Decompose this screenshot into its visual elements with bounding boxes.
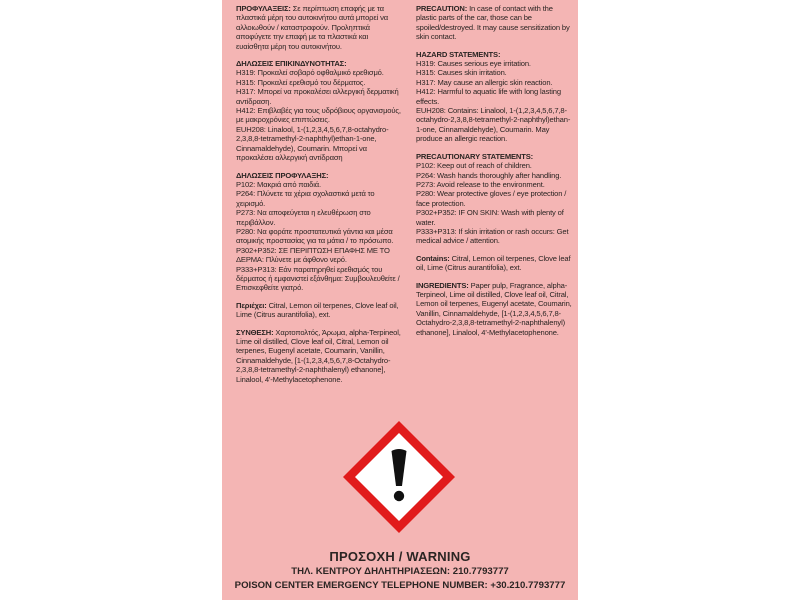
english-hazard-line: H319: Causes serious eye irritation. bbox=[416, 59, 531, 69]
english-precautionary-line: P333+P313: If skin irritation or rash occurs: Get medical advice / attention. bbox=[416, 226, 569, 246]
greek-precaution bbox=[236, 4, 402, 51]
greek-contains bbox=[236, 301, 402, 320]
ghs-pictogram-svg bbox=[340, 418, 458, 536]
greek-precautionary-line: P273: Να αποφεύγεται η ελευθέρωση στο περιβάλλον. bbox=[236, 208, 371, 227]
english-poison-center-phone: POISON CENTER EMERGENCY TELEPHONE NUMBER: +30.210.7793777 bbox=[234, 580, 566, 591]
greek-precautionary-line: P102: Μακριά από παιδιά. bbox=[236, 179, 321, 189]
english-hazard-line: EUH208: Contains: Linalool, 1-(1,2,3,4,5,6,7,8-octahydro-2,3,8,8-tetramethyl-2-naphthyl)ethan-1-one, Cinnamaldehyde), Coumarin. May produce an allergic reaction. bbox=[416, 106, 571, 144]
english-precaution bbox=[416, 4, 572, 42]
product-label bbox=[222, 0, 578, 600]
greek-composition-title: ΣΥΝΘΕΣΗ: bbox=[236, 327, 274, 337]
greek-precautionary-title: ΔΗΛΩΣΕΙΣ ΠΡΟΦΥΛΑΞΗΣ: bbox=[236, 170, 329, 180]
greek-hazard-line: H317: Μπορεί να προκαλέσει αλλεργική δερματική αντίδραση. bbox=[236, 87, 399, 106]
ghs-exclamation-mark-icon bbox=[340, 418, 458, 536]
english-column bbox=[416, 4, 572, 337]
greek-precautionary-line: P264: Πλύνετε τα χέρια σχολαστικά μετά το χειρισμό. bbox=[236, 189, 375, 208]
greek-precaution-title: ΠΡΟΦΥΛΑΞΕΙΣ: bbox=[236, 4, 291, 13]
english-contains-title: Contains: bbox=[416, 253, 450, 263]
english-precautionary-line: P280: Wear protective gloves / eye protection / face protection. bbox=[416, 189, 567, 208]
english-precautionary-title: PRECAUTIONARY STATEMENTS: bbox=[416, 151, 534, 161]
english-precautionary-statements bbox=[416, 152, 572, 246]
greek-hazard-line: H412: Επιβλαβές για τους υδρόβιους οργανισμούς, με μακροχρόνιες επιπτώσεις. bbox=[236, 106, 401, 125]
greek-hazard-line: H319: Προκαλεί σοβαρό οφθαλμικό ερεθισμό. bbox=[236, 68, 384, 78]
greek-hazard-title: ΔΗΛΩΣΕΙΣ ΕΠΙΚΙΝΔΥΝΟΤΗΤΑΣ: bbox=[236, 59, 347, 69]
greek-precautionary-statements bbox=[236, 171, 402, 293]
greek-poison-center-phone: ΤΗΛ. ΚΕΝΤΡΟΥ ΔΗΛΗΤΗΡΙΑΣΕΩΝ: 210.7793777 bbox=[291, 566, 509, 577]
english-hazard-statements bbox=[416, 50, 572, 144]
english-precautionary-line: P264: Wash hands thoroughly after handling. bbox=[416, 170, 562, 180]
greek-composition bbox=[236, 328, 402, 384]
english-contains-text: Citral, Lemon oil terpenes, Clove leaf oil, Lime (Citrus aurantifolia), ext. bbox=[416, 253, 571, 273]
greek-hazard-statements bbox=[236, 59, 402, 162]
english-precaution-text: In case of contact with the plastic parts of the car, those can be spoiled/destroyed. It may cause sensitization by skin contact. bbox=[416, 4, 570, 42]
greek-precautionary-line: P333+P313: Εάν παρατηρηθεί ερεθισμός του δέρματος ή εμφανιστεί εξάνθημα: Συμβουλευθείτε / Επισκεφθείτε γιατρό. bbox=[236, 264, 400, 293]
exclamation-dot bbox=[394, 491, 404, 501]
greek-composition-text: Χαρτοπολτός, Άρωμα, alpha-Terpineol, Lime oil distilled, Clove leaf oil, Citral, Lemon oil terpenes, Eugenyl acetate, Coumarin, Vanillin, Cinnamaldehyde, [1-(1,2,3,4,5,6,7,8-Octahydro-2,3,8,8-tetramethyl-2-naphthalenyl) ethanone], Linalool, 4'-Methylacetophenone. bbox=[236, 327, 401, 384]
english-precaution-title: PRECAUTION: bbox=[416, 4, 468, 13]
warning-signal-word: ΠΡΟΣΟΧΗ / WARNING bbox=[329, 549, 471, 564]
english-ingredients-title: INGREDIENTS: bbox=[416, 280, 469, 290]
english-precautionary-line: P273: Avoid release to the environment. bbox=[416, 179, 545, 189]
english-precautionary-line: P102: Keep out of reach of children. bbox=[416, 161, 532, 171]
greek-precautionary-line: P280: Να φοράτε προστατευτικά γάντια και μέσα ατομικής προστασίας για τα μάτια / το πρόσωπο. bbox=[236, 226, 394, 246]
greek-precautionary-line: P302+P352: ΣΕ ΠΕΡΙΠΤΩΣΗ ΕΠΑΦΗΣ ΜΕ ΤΟ ΔΕΡΜΑ: Πλύνετε με άφθονο νερό. bbox=[236, 245, 390, 265]
greek-hazard-line: H315: Προκαλεί ερεθισμό του δέρματος. bbox=[236, 77, 366, 87]
greek-precaution-text: Σε περίπτωση επαφής με τα πλαστικά μέρη του αυτοκινήτου αυτά μπορεί να αλλοιωθούν / καταστραφούν. Προληπτικά αποφύγετε την επαφή με τα πλαστικά και ευαίσθητα μέρη του αυτοκινήτου. bbox=[236, 4, 388, 51]
greek-column bbox=[236, 4, 402, 384]
english-ingredients bbox=[416, 281, 572, 337]
english-hazard-line: H317: May cause an allergic skin reaction. bbox=[416, 77, 553, 87]
english-hazard-title: HAZARD STATEMENTS: bbox=[416, 49, 501, 59]
english-contains bbox=[416, 254, 572, 273]
english-ingredients-text: Paper pulp, Fragrance, alpha-Terpineol, Lime oil distilled, Clove leaf oil, Citral, Lemon oil terpenes, Eugenyl acetate, Coumarin, Vanillin, Cinnamaldehyde, [1-(1,2,3,4,5,6,7,8-Octahydro-2,3,8,8-tetramethyl-2-naphthalenyl) ethanone], Linalool, 4'-Methylacetophenone. bbox=[416, 280, 572, 337]
english-hazard-line: H315: Causes skin irritation. bbox=[416, 68, 507, 78]
greek-contains-title: Περιέχει: bbox=[236, 300, 267, 310]
greek-contains-text: Citral, Lemon oil terpenes, Clove leaf oil, Lime (Citrus aurantifolia), ext. bbox=[236, 300, 399, 320]
english-hazard-line: H412: Harmful to aquatic life with long lasting effects. bbox=[416, 87, 561, 106]
english-precautionary-line: P302+P352: IF ON SKIN: Wash with plenty of water. bbox=[416, 208, 564, 227]
greek-hazard-line: EUH208: Linalool, 1-(1,2,3,4,5,6,7,8-octahydro-2,3,8,8-tetramethyl-2-naphthyl)ethan-1-one, Cinnamaldehyde), Coumarin. Μπορεί να προκαλέσει αλλεργική αντίδραση bbox=[236, 124, 389, 163]
